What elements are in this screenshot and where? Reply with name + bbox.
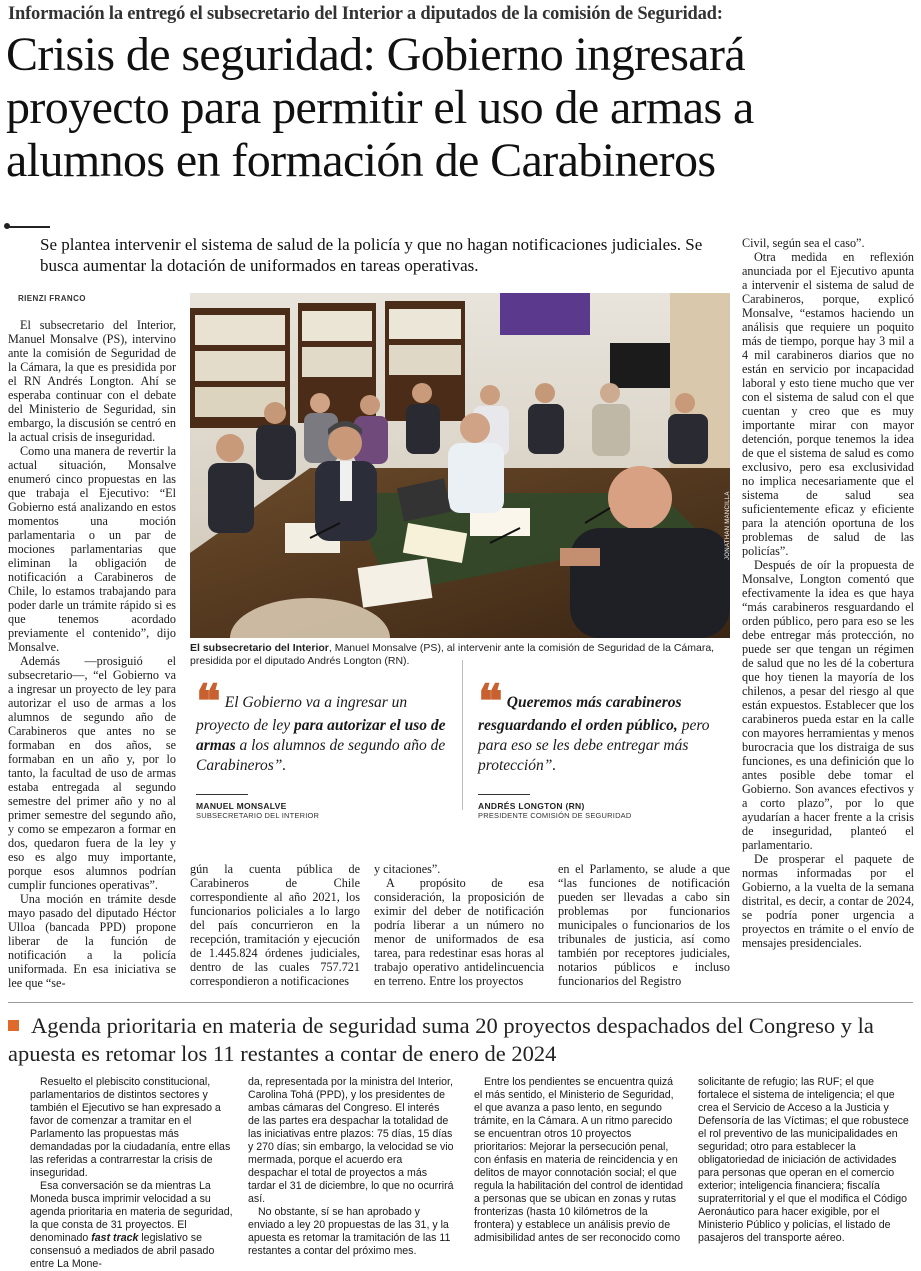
- section-divider: [8, 1002, 913, 1003]
- quote-mark-icon: ❝: [196, 674, 221, 728]
- paragraph: Como una manera de revertir la actual situación, Monsalve enumeró cinco propuestas en las que trabaja el Ejecutivo: “El Gobierno está analizando en estos momentos una moción parlamentaria o un par de mociones parlamentarias que eliminan la obligación de notificación a Carabineros de Chile, lo estamos trabajando para poder darle un trámite rápido si es que tenemos acordado previamente el contenido”, dijo Monsalve.: [8, 444, 176, 654]
- article-column-3: [374, 862, 544, 988]
- paragraph: Otra medida en reflexión anunciada por el Ejecutivo apunta a intervenir el sistema de salud de Carabineros, porque, explicó Monsalve, “estamos haciendo un análisis que requiere un poquito más de tiempo, porque hay 3 mil a 4 mil carabineros diarios que no están en servicio por incapacidad laboral y esto tiene mucho que ver con el sistema de salud con el que cuentan y creo que es muy importante mirar con mayor detención, porque tenemos la idea de que el sistema de salud es como exclusivo, pero esa exclusividad no implica necesariamente que el sistema de salud sea suficientemente eficaz y eficiente para la atención oportuna de los problemas de salud de las policías”.: [742, 250, 914, 558]
- paragraph: A propósito de esa consideración, la proposición de eximir del deber de notificación podría liberar a un número no menor de uniformados de esa tarea, para redestinar esas horas al trabajo operativo antidelincuencia en terreno. Entre los proyectos: [374, 876, 544, 988]
- orange-square-icon: [8, 1020, 19, 1031]
- paragraph: Entre los pendientes se encuentra quizá el más sentido, el Ministerio de Seguridad, el que avanza a paso lento, en segundo trámite, en la Cámara. A un ritmo parecido se encuentran otros 10 proyectos prioritarios: Mejorar la persecución penal, con énfasis en materia de reincidencia y en delitos de mayor connotación social; el que regula la habilitación del control de identidad a personas que se ubican en zonas y rutas fronterizas (hasta 10 kilómetros de la frontera) y establece un análisis previo de admisibilidad antes de ser reconocido como: [474, 1076, 684, 1244]
- caption-text: , Manuel Monsalve (PS), al intervenir ante la comisión de Seguridad de la Cámara, presidida por el diputado Andrés Longton (RN).: [190, 642, 715, 667]
- quote-author: MANUEL MONSALVE: [196, 801, 287, 811]
- quote-separator: [462, 660, 463, 810]
- paragraph: y citaciones”.: [374, 862, 441, 876]
- paragraph: Civil, según sea el caso”.: [742, 236, 865, 250]
- kicker: Información la entregó el subsecretario del Interior a diputados de la comisión de Seguridad:: [8, 4, 723, 24]
- paragraph: da, representada por la ministra del Interior, Carolina Tohá (PPD), y los presidentes de ambas cámaras del Congreso. El interés de las partes era despachar la totalidad de las iniciativas entre plazos: 75 días, 15 días y 270 días; sin embargo, la velocidad se vio mermada, porque el acuerdo era despachar el total de proyectos a más tardar el 31 de diciembre, lo que no ocurrirá así.: [248, 1076, 454, 1205]
- headline: Crisis de seguridad: Gobierno ingresará proyecto para permitir el uso de armas a alumnos en formación de Carabineros: [6, 28, 754, 187]
- text: Esa conversación se da mientras La Moneda busca imprimir velocidad a su agenda prioritaria en materia de seguridad, la que consta de 31 proyectos. El denominado: [30, 1180, 233, 1244]
- secondary-headline-text: Agenda prioritaria en materia de seguridad suma 20 proyectos despachados del Congreso y la apuesta es retomar los 11 restantes a contar de enero de 2024: [8, 1013, 874, 1066]
- quote-author-role: PRESIDENTE COMISIÓN DE SEGURIDAD: [478, 811, 632, 820]
- brief-column-1: [30, 1076, 236, 1271]
- byline: RIENZI FRANCO: [18, 294, 86, 303]
- quote-text-end: a los alumnos de segundo año de Carabineros”.: [196, 737, 446, 774]
- paragraph: Después de oír la propuesta de Monsalve, Longton comentó que efectivamente la idea es que haya “más carabineros resguardando el orden público, pero para eso se les debe entregar más protección, no puede ser que tengan un régimen de salud que no les dé la cobertura que hoy tienen la mayoría de los chilenos, a pesar del riesgo al que están expuestos. Establecer que los carabineros pueda estar en la calle con mayores herramientas y menos burocracia que los distraiga de sus funciones, es una definición que lo antes posible debe tomar el Gobierno. Son avances efectivos y a corto plazo”, por lo que ayudarían a hacer frente a la crisis de inseguridad, planteó el parlamentario.: [742, 558, 914, 852]
- quote-bold: Queremos más carabineros resguardando el orden público,: [478, 694, 682, 734]
- quote-mark-icon: ❝: [478, 674, 503, 728]
- brief-column-3: [474, 1076, 684, 1245]
- quote-bold: para autorizar el uso de armas: [196, 717, 446, 754]
- paragraph: solicitante de refugio; las RUF; el que fortalece el sistema de inteligencia; el que crea el Servicio de Acceso a la Justicia y Defensoría de las Víctimas; el que robustece el rol preventivo de las municipalidades en seguridad; otro para establecer la obligatoriedad de iniciación de actividades para personas que operan en el comercio exterior; inteligencia financiera; fiscalía supraterritorial y el que el modifica el Código Aeronáutico para hacer exigible, por el Ministerio Público y policías, el listado de pasajeros del transporte aéreo.: [698, 1076, 909, 1244]
- caption-lead: El subsecretario del Interior: [190, 642, 329, 654]
- paragraph: De prosperar el paquete de normas informadas por el Gobierno, a la vuelta de la semana distrital, es decir, a contar de 2024, se podría poner urgencia a proyectos en trámite o el envío de mensajes presidenciales.: [742, 852, 914, 950]
- quote-text-end: pero para eso se les debe entregar más protección”.: [478, 717, 710, 774]
- article-column-5: [742, 236, 914, 950]
- pull-quote-2: [478, 674, 728, 820]
- quote-author: ANDRÉS LONGTON (RN): [478, 801, 585, 811]
- italic-term: fast track: [91, 1232, 139, 1244]
- pull-quote-1: [196, 674, 450, 820]
- paragraph: El subsecretario del Interior, Manuel Monsalve (PS), intervino ante la comisión de Seguridad de la Cámara, la que es presidida por el RN Andrés Longton. Ahí se esperaba continuar con el debate del Ministerio de Seguridad, sin embargo, la discusión se centró en la actual crisis de inseguridad.: [8, 318, 176, 444]
- article-column-4: [558, 862, 730, 988]
- summary: Se plantea intervenir el sistema de salud de la policía y que no hagan notificaciones judiciales. Se busca aumentar la dotación de uniformados en tareas operativas.: [40, 235, 703, 275]
- article-column-2: [190, 862, 360, 988]
- photo-caption: [190, 642, 732, 668]
- article-column-1: [8, 318, 176, 990]
- bullet-rule: [8, 226, 50, 228]
- paragraph: Además —prosiguió el subsecretario—, “el Gobierno va a ingresar un proyecto de ley para autorizar el uso de armas a los alumnos de segundo año de Carabineros que antes no se formaban en dos años, se formaban en un año y, por lo tanto, la facultad de uso de armas estaba entregada al segundo semestre del primer año y no al primer semestre del segundo año, y como se empezaron a formar en dos, quedaron fuera de la ley y eso es algo muy importante, porque esos alumnos podrían cumplir funciones operativas”.: [8, 654, 176, 892]
- quote-rule: [196, 794, 248, 795]
- photo-credit: JONATHAN MANCILLA: [725, 491, 731, 560]
- paragraph: gún la cuenta pública de Carabineros de Chile correspondiente al año 2021, los funcionarios policiales a lo largo del país concurrieron en la recepción, tramitación y ejecución de 1.445.824 órdenes judiciales, dentro de las cuales 757.721 correspondieron a notificaciones: [190, 862, 360, 988]
- quote-text: El Gobierno va a ingresar un proyecto de ley: [196, 694, 408, 734]
- quote-author-role: SUBSECRETARIO DEL INTERIOR: [196, 811, 320, 820]
- paragraph: [30, 1180, 236, 1271]
- paragraph: en el Parlamento, se alude a que “las funciones de notificación pueden ser llevadas a cabo sin problemas por funcionarios municipales o funcionarios de los tribunales de justicia, así como también por receptores judiciales, notarios públicos e incluso funcionarios del Registro: [558, 862, 730, 988]
- brief-column-4: [698, 1076, 910, 1245]
- meeting-photo-illustration: [190, 293, 730, 638]
- news-photo: [190, 293, 730, 638]
- secondary-headline: [8, 1012, 913, 1068]
- paragraph: Una moción en trámite desde mayo pasado del diputado Héctor Ulloa (bancada PPD) propone liberar de la función de notificación a la policía uniformada. En esa iniciativa se lee que “se-: [8, 892, 176, 990]
- paragraph: No obstante, sí se han aprobado y enviado a ley 20 propuestas de las 31, y la apuesta es retomar la tramitación de las 11 restantes a contar del próximo mes.: [248, 1206, 451, 1257]
- brief-column-2: [248, 1076, 454, 1258]
- text: legislativo se consensuó a mediados de abril pasado entre La Mone-: [30, 1232, 215, 1270]
- paragraph: Resuelto el plebiscito constitucional, parlamentarios de distintos sectores y también el Ejecutivo se han expresado a favor de comenzar a tramitar en el Parlamento las propuestas más demandadas por la ciudadanía, entre ellas las referidas a contrarrestar la crisis de inseguridad.: [30, 1076, 231, 1179]
- quote-rule: [478, 794, 530, 795]
